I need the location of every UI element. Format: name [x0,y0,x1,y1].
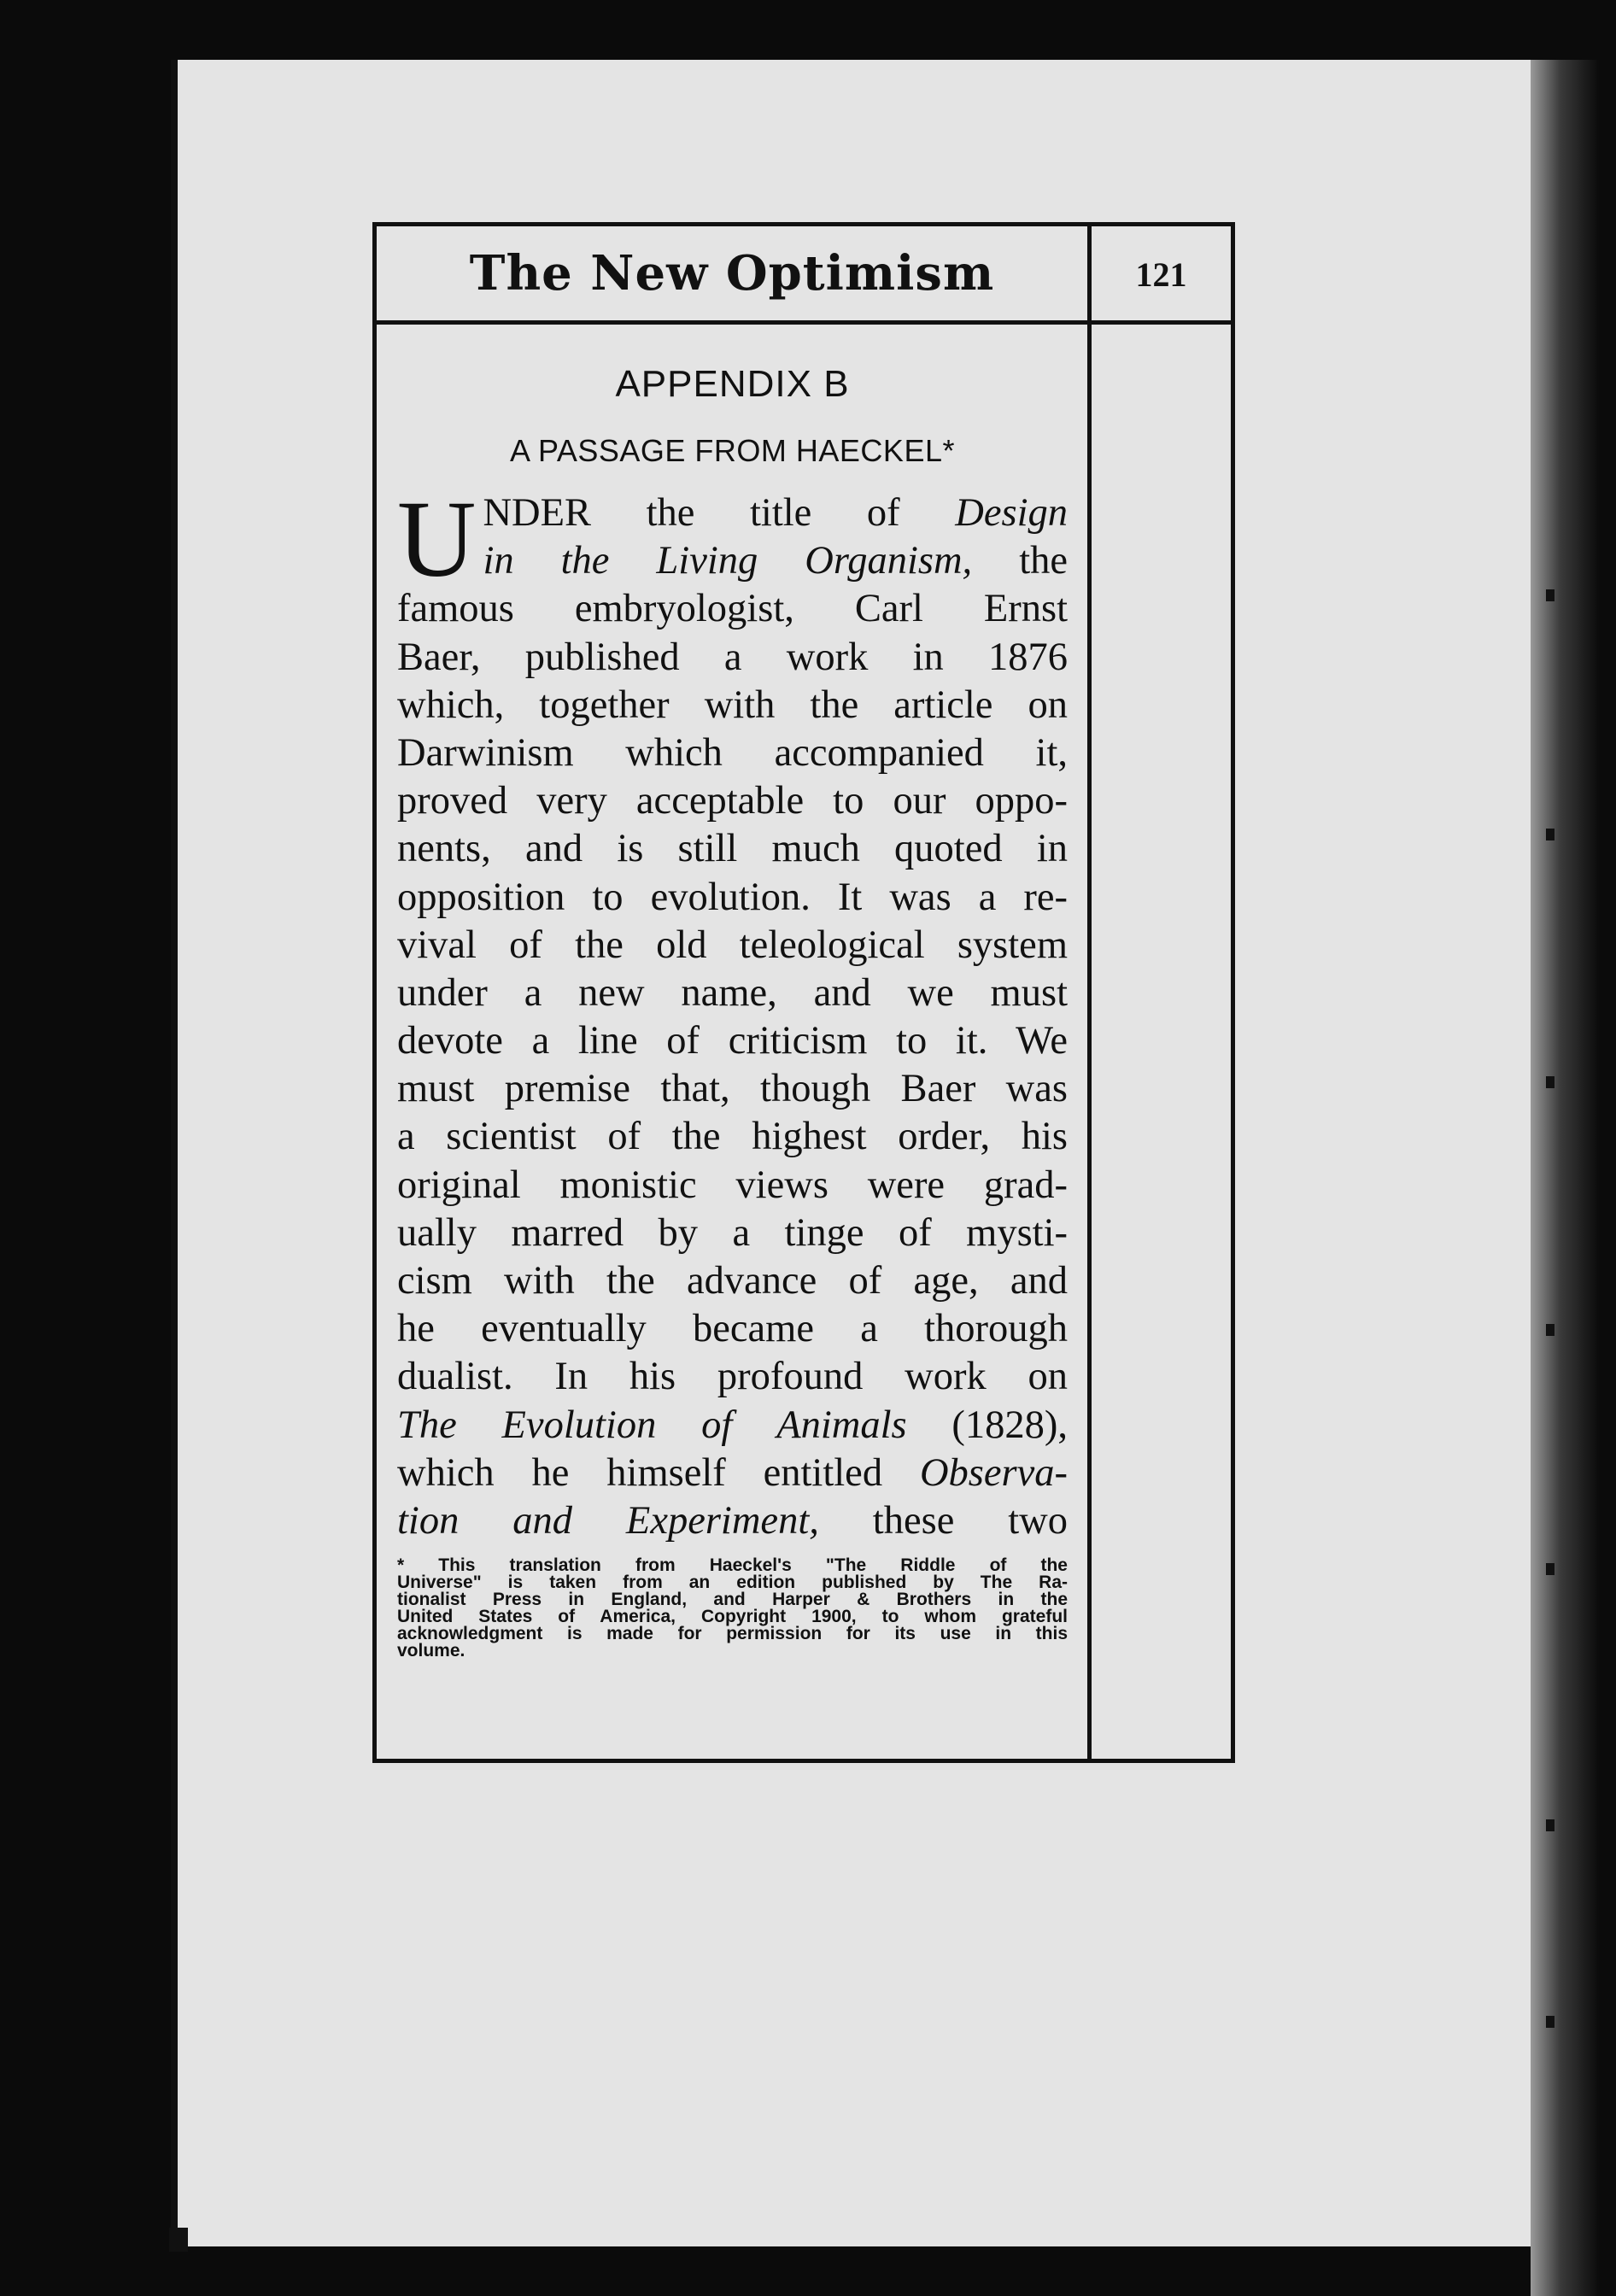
text-line: ually marred by a tinge of mysti- [397,1210,1068,1255]
text-line: which, together with the article on [397,682,1068,727]
edge-mark [1546,589,1555,601]
text-line [397,1450,1068,1497]
scan-mark [169,2228,188,2252]
text-line: under a new name, and we must [397,970,1068,1015]
edge-mark [1546,1819,1555,1831]
edge-mark [1546,1324,1555,1336]
text-line: Baer, published a work in 1876 [397,635,1068,679]
section-title: A PASSAGE FROM HAECKEL* [510,433,955,468]
italic-title: Design [955,491,1068,535]
text-line: proved very acceptable to our oppo- [397,779,1068,823]
footnote [397,1557,1068,1660]
text-line [397,537,1068,585]
text-line: famous embryologist, Carl Ernst [397,587,1068,631]
footnote-line: volume. [397,1641,465,1661]
page-stack-edge [1531,60,1616,2296]
edge-mark [1546,2016,1555,2028]
text-line [397,1497,1068,1545]
text-line: opposition to evolution. It was a re- [397,875,1068,919]
italic-title: tion and Experiment, [397,1498,819,1543]
running-head [377,226,1231,325]
body-paragraph [397,478,1068,1545]
edge-mark [1546,829,1555,840]
footnote-line: Universe" is taken from an edition published by The Ra- [397,1573,1068,1593]
text-segment: the [972,539,1068,583]
text-line [397,489,1068,537]
text-line: dualist. In his profound work on [397,1355,1068,1399]
text-line: original monistic views were grad- [397,1163,1068,1207]
text-segment: which he himself entitled [397,1450,920,1495]
drop-cap: U [397,478,477,600]
text-line: must premise that, though Baer was [397,1067,1068,1111]
footnote-line: United States of America, Copyright 1900, to whom grateful [397,1607,1068,1627]
text-segment: (1828), [906,1403,1068,1447]
italic-title: Observa- [919,1450,1068,1495]
main-text-column [397,337,1068,1660]
binding-edge [171,60,178,2246]
italic-title: in the Living Organism, [483,539,973,583]
text-line: nents, and is still much quoted in [397,827,1068,871]
text-line: Darwinism which accompanied it, [397,730,1068,775]
italic-title: The Evolution of Animals [397,1403,907,1447]
edge-mark [1546,1076,1555,1088]
text-line: cism with the advance of age, and [397,1259,1068,1303]
footnote-line: * This translation from Haeckel's "The Riddle of the [397,1555,1068,1576]
text-line: vival of the old teleological system [397,922,1068,967]
running-title: The New Optimism [469,245,995,302]
footnote-line: acknowledgment is made for permission for its use in this [397,1624,1068,1644]
footnote-line: tionalist Press in England, and Harper & Brothers in the [397,1590,1068,1610]
text-line: a scientist of the highest order, his [397,1115,1068,1159]
text-segment: these two [818,1498,1068,1543]
text-line: devote a line of criticism to it. We [397,1019,1068,1063]
edge-mark [1546,1563,1555,1575]
page-number: 121 [1135,255,1187,294]
text-line: he eventually became a thorough [397,1307,1068,1351]
text-segment: NDER the title of [483,491,956,535]
appendix-heading: APPENDIX B [615,363,850,405]
text-frame [372,222,1235,1763]
text-line [397,1402,1068,1450]
margin-column-rule [1087,226,1092,1759]
